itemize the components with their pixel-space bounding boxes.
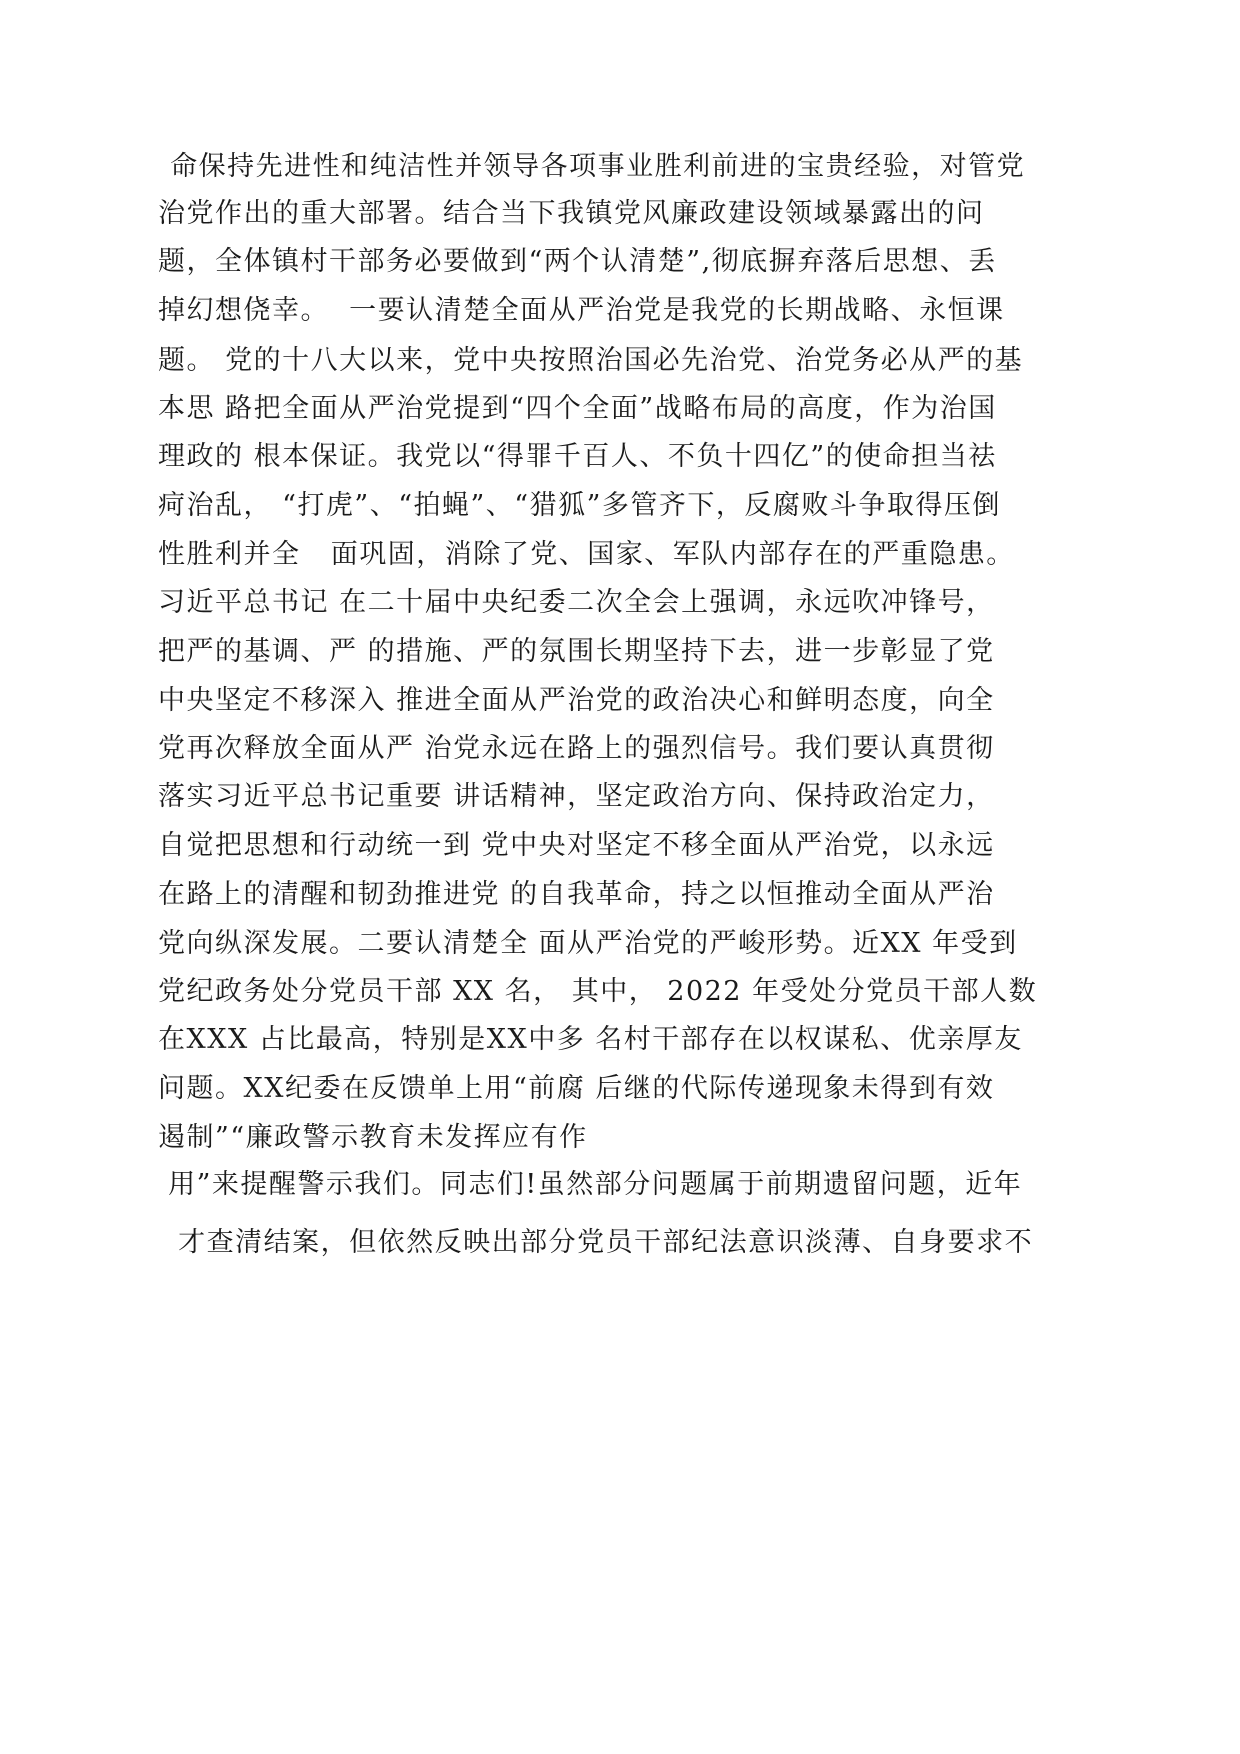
body-text-line: 习近平总书记 在二十届中央纪委二次全会上强调，永远吹冲锋号， [158, 587, 995, 618]
body-text-line: 题，全体镇村干部务必要做到“两个认清楚”,彻底摒弃落后思想、丢 [158, 246, 997, 277]
body-text-line: 用”来提醒警示我们。同志们!虽然部分问题属于前期遗留问题，近年 [158, 1169, 1023, 1200]
body-text-line: 疴治乱， “打虎”、“拍蝇”、“猎狐”多管齐下，反腐败斗争取得压倒 [158, 490, 1001, 521]
body-text-line: 治党作出的重大部署。结合当下我镇党风廉政建设领域暴露出的问 [158, 198, 985, 229]
body-text-line: 本思 路把全面从严治党提到“四个全面”战略布局的高度，作为治国 [158, 393, 997, 424]
body-text-line: 自觉把思想和行动统一到 党中央对坚定不移全面从严治党，以永远 [158, 830, 995, 861]
body-text-line: 理政的 根本保证。我党以“得罪千百人、不负十四亿”的使命担当祛 [158, 441, 997, 472]
body-text-line: 命保持先进性和纯洁性并领导各项事业胜利前进的宝贵经验，对管党 [160, 151, 1026, 182]
body-text-line: 才查清结案，但依然反映出部分党员干部纪法意识淡薄、自身要求不 [158, 1227, 1034, 1258]
body-text-line: 掉幻想侥幸。 一要认清楚全面从严治党是我党的长期战略、永恒课 [158, 295, 1005, 326]
body-text-line: 问题。XX纪委在反馈单上用“前腐 后继的代际传递现象未得到有效 [158, 1073, 995, 1104]
body-text-line: 在路上的清醒和韧劲推进党 的自我革命，持之以恒推动全面从严治 [158, 879, 995, 910]
body-text-line: 遏制”“廉政警示教育未发挥应有作 [158, 1122, 588, 1153]
body-text-line: 党再次释放全面从严 治党永远在路上的强烈信号。我们要认真贯彻 [158, 733, 995, 764]
body-text-line: 在XXX 占比最高，特别是XX中多 名村干部存在以权谋私、优亲厚友 [158, 1024, 1023, 1055]
body-text-line: 题。 党的十八大以来，党中央按照治国必先治党、治党务必从严的基 [158, 345, 1024, 376]
body-text-line: 党纪政务处分党员干部 XX 名， 其中， 2022 年受处分党员干部人数 [158, 976, 1038, 1007]
body-text-line: 性胜利并全 面巩固，消除了党、国家、军队内部存在的严重隐患。 [158, 539, 1015, 570]
body-text-line: 落实习近平总书记重要 讲话精神，坚定政治方向、保持政治定力， [158, 781, 995, 812]
body-text-line: 中央坚定不移深入 推进全面从严治党的政治决心和鲜明态度，向全 [158, 685, 995, 716]
body-text-line: 把严的基调、严 的措施、严的氛围长期坚持下去，进一步彰显了党 [158, 636, 995, 667]
body-text-line: 党向纵深发展。二要认清楚全 面从严治党的严峻形势。近XX 年受到 [158, 928, 1018, 959]
